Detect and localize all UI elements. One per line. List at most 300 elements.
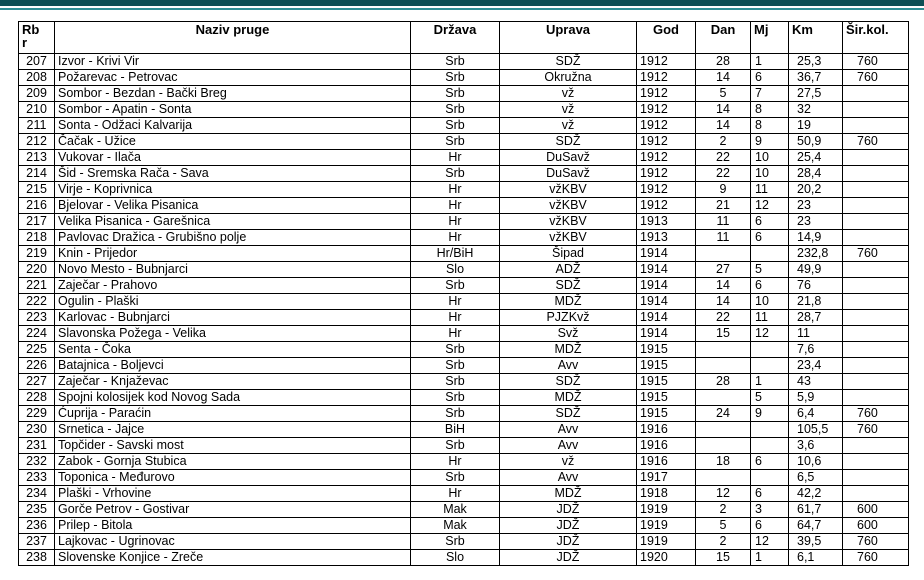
- god-cell: 1917: [637, 470, 696, 486]
- mj-cell: 6: [751, 486, 789, 502]
- uprava-cell: Okružna: [500, 70, 637, 86]
- sir-cell: 600: [843, 502, 909, 518]
- drzava-cell: Srb: [411, 166, 500, 182]
- drzava-cell: BiH: [411, 422, 500, 438]
- uprava-cell: SDŽ: [500, 54, 637, 70]
- god-cell: 1914: [637, 326, 696, 342]
- mj-cell: 6: [751, 278, 789, 294]
- sir-cell: [843, 374, 909, 390]
- mj-cell: [751, 422, 789, 438]
- god-cell: 1912: [637, 150, 696, 166]
- dan-cell: 2: [696, 502, 751, 518]
- table-row: [19, 214, 909, 230]
- dan-cell: 9: [696, 182, 751, 198]
- km-cell: 25,3: [789, 54, 843, 70]
- dan-cell: [696, 342, 751, 358]
- sir-cell: 760: [843, 54, 909, 70]
- km-cell: 43: [789, 374, 843, 390]
- god-cell: 1916: [637, 438, 696, 454]
- km-cell: 61,7: [789, 502, 843, 518]
- rb-cell: 214: [19, 166, 55, 182]
- naziv-cell: Izvor - Krivi Vir: [55, 54, 411, 70]
- mj-cell: 10: [751, 294, 789, 310]
- header-drzava: Država: [411, 22, 500, 54]
- drzava-cell: Srb: [411, 54, 500, 70]
- naziv-cell: Vukovar - Ilača: [55, 150, 411, 166]
- dan-cell: [696, 422, 751, 438]
- naziv-cell: Zabok - Gornja Stubica: [55, 454, 411, 470]
- uprava-cell: vž: [500, 118, 637, 134]
- uprava-cell: JDŽ: [500, 518, 637, 534]
- sir-cell: 600: [843, 518, 909, 534]
- km-cell: 23: [789, 198, 843, 214]
- uprava-cell: PJZKvž: [500, 310, 637, 326]
- km-cell: 105,5: [789, 422, 843, 438]
- dan-cell: 12: [696, 486, 751, 502]
- header-row: [19, 22, 909, 54]
- god-cell: 1916: [637, 454, 696, 470]
- dan-cell: 15: [696, 550, 751, 566]
- sir-cell: 760: [843, 134, 909, 150]
- drzava-cell: Hr: [411, 198, 500, 214]
- god-cell: 1914: [637, 262, 696, 278]
- mj-cell: 5: [751, 390, 789, 406]
- mj-cell: [751, 342, 789, 358]
- sir-cell: 760: [843, 246, 909, 262]
- god-cell: 1912: [637, 166, 696, 182]
- mj-cell: 6: [751, 230, 789, 246]
- drzava-cell: Srb: [411, 390, 500, 406]
- sir-cell: [843, 150, 909, 166]
- table-row: [19, 422, 909, 438]
- table-row: [19, 278, 909, 294]
- table-row: [19, 454, 909, 470]
- dan-cell: [696, 470, 751, 486]
- god-cell: 1919: [637, 534, 696, 550]
- drzava-cell: Hr: [411, 182, 500, 198]
- mj-cell: 6: [751, 214, 789, 230]
- uprava-cell: vž: [500, 102, 637, 118]
- rb-cell: 213: [19, 150, 55, 166]
- sir-cell: [843, 326, 909, 342]
- dan-cell: 22: [696, 166, 751, 182]
- header-km: Km: [789, 22, 843, 54]
- header-naziv: Naziv pruge: [55, 22, 411, 54]
- drzava-cell: Srb: [411, 358, 500, 374]
- table-row: [19, 86, 909, 102]
- table-row: [19, 358, 909, 374]
- rb-cell: 227: [19, 374, 55, 390]
- naziv-cell: Slavonska Požega - Velika: [55, 326, 411, 342]
- dan-cell: 2: [696, 134, 751, 150]
- sir-cell: [843, 310, 909, 326]
- sir-cell: [843, 470, 909, 486]
- uprava-cell: vžKBV: [500, 198, 637, 214]
- rb-cell: 232: [19, 454, 55, 470]
- rb-cell: 237: [19, 534, 55, 550]
- sir-cell: [843, 102, 909, 118]
- sir-cell: 760: [843, 422, 909, 438]
- sir-cell: 760: [843, 534, 909, 550]
- drzava-cell: Mak: [411, 518, 500, 534]
- table-row: [19, 534, 909, 550]
- naziv-cell: Pavlovac Dražica - Grubišno polje: [55, 230, 411, 246]
- uprava-cell: Šipad: [500, 246, 637, 262]
- rb-cell: 211: [19, 118, 55, 134]
- uprava-cell: MDŽ: [500, 294, 637, 310]
- km-cell: 32: [789, 102, 843, 118]
- drzava-cell: Hr: [411, 214, 500, 230]
- drzava-cell: Srb: [411, 342, 500, 358]
- god-cell: 1915: [637, 342, 696, 358]
- rb-cell: 234: [19, 486, 55, 502]
- drzava-cell: Hr/BiH: [411, 246, 500, 262]
- table-row: [19, 150, 909, 166]
- km-cell: 7,6: [789, 342, 843, 358]
- mj-cell: 10: [751, 166, 789, 182]
- rb-cell: 221: [19, 278, 55, 294]
- naziv-cell: Požarevac - Petrovac: [55, 70, 411, 86]
- mj-cell: 9: [751, 134, 789, 150]
- sir-cell: [843, 166, 909, 182]
- drzava-cell: Srb: [411, 278, 500, 294]
- dan-cell: 14: [696, 278, 751, 294]
- sir-cell: 760: [843, 406, 909, 422]
- uprava-cell: SDŽ: [500, 406, 637, 422]
- dan-cell: 24: [696, 406, 751, 422]
- mj-cell: 12: [751, 326, 789, 342]
- drzava-cell: Hr: [411, 294, 500, 310]
- table-row: [19, 70, 909, 86]
- rb-cell: 233: [19, 470, 55, 486]
- table-row: [19, 310, 909, 326]
- rb-cell: 231: [19, 438, 55, 454]
- uprava-cell: vžKBV: [500, 182, 637, 198]
- god-cell: 1912: [637, 102, 696, 118]
- table-row: [19, 294, 909, 310]
- god-cell: 1914: [637, 246, 696, 262]
- header-uprava: Uprava: [500, 22, 637, 54]
- drzava-cell: Hr: [411, 326, 500, 342]
- table-row: [19, 198, 909, 214]
- uprava-cell: JDŽ: [500, 502, 637, 518]
- km-cell: 6,1: [789, 550, 843, 566]
- naziv-cell: Senta - Čoka: [55, 342, 411, 358]
- god-cell: 1914: [637, 294, 696, 310]
- rb-cell: 226: [19, 358, 55, 374]
- mj-cell: 1: [751, 54, 789, 70]
- naziv-cell: Gorče Petrov - Gostivar: [55, 502, 411, 518]
- km-cell: 76: [789, 278, 843, 294]
- railway-table: [18, 21, 909, 566]
- km-cell: 27,5: [789, 86, 843, 102]
- km-cell: 39,5: [789, 534, 843, 550]
- table-row: [19, 230, 909, 246]
- god-cell: 1912: [637, 182, 696, 198]
- naziv-cell: Srnetica - Jajce: [55, 422, 411, 438]
- mj-cell: 7: [751, 86, 789, 102]
- rb-cell: 212: [19, 134, 55, 150]
- drzava-cell: Srb: [411, 134, 500, 150]
- sir-cell: [843, 278, 909, 294]
- naziv-cell: Prilep - Bitola: [55, 518, 411, 534]
- dan-cell: 28: [696, 54, 751, 70]
- km-cell: 23: [789, 214, 843, 230]
- km-cell: 20,2: [789, 182, 843, 198]
- drzava-cell: Srb: [411, 438, 500, 454]
- table-row: [19, 342, 909, 358]
- sir-cell: [843, 390, 909, 406]
- km-cell: 19: [789, 118, 843, 134]
- header-sir: Šir.kol.: [843, 22, 909, 54]
- sir-cell: [843, 214, 909, 230]
- god-cell: 1912: [637, 86, 696, 102]
- table-row: [19, 262, 909, 278]
- rb-cell: 215: [19, 182, 55, 198]
- god-cell: 1913: [637, 230, 696, 246]
- naziv-cell: Slovenske Konjice - Zreče: [55, 550, 411, 566]
- table-row: [19, 326, 909, 342]
- mj-cell: 1: [751, 550, 789, 566]
- km-cell: 11: [789, 326, 843, 342]
- km-cell: 50,9: [789, 134, 843, 150]
- sir-cell: [843, 358, 909, 374]
- km-cell: 14,9: [789, 230, 843, 246]
- naziv-cell: Ogulin - Plaški: [55, 294, 411, 310]
- rb-cell: 208: [19, 70, 55, 86]
- sir-cell: [843, 86, 909, 102]
- dan-cell: 22: [696, 150, 751, 166]
- dan-cell: 14: [696, 70, 751, 86]
- uprava-cell: DuSavž: [500, 150, 637, 166]
- header-rb: Rb r: [19, 22, 55, 54]
- table-row: [19, 438, 909, 454]
- naziv-cell: Virje - Koprivnica: [55, 182, 411, 198]
- dan-cell: 14: [696, 118, 751, 134]
- sir-cell: [843, 454, 909, 470]
- table-row: [19, 54, 909, 70]
- rb-cell: 209: [19, 86, 55, 102]
- naziv-cell: Novo Mesto - Bubnjarci: [55, 262, 411, 278]
- sir-cell: [843, 118, 909, 134]
- km-cell: 64,7: [789, 518, 843, 534]
- drzava-cell: Slo: [411, 550, 500, 566]
- km-cell: 28,4: [789, 166, 843, 182]
- uprava-cell: Avv: [500, 438, 637, 454]
- mj-cell: [751, 438, 789, 454]
- header-band: [0, 0, 924, 6]
- uprava-cell: MDŽ: [500, 342, 637, 358]
- km-cell: 23,4: [789, 358, 843, 374]
- uprava-cell: Avv: [500, 470, 637, 486]
- god-cell: 1912: [637, 134, 696, 150]
- mj-cell: 12: [751, 534, 789, 550]
- table-row: [19, 374, 909, 390]
- mj-cell: 6: [751, 454, 789, 470]
- rb-cell: 216: [19, 198, 55, 214]
- god-cell: 1912: [637, 198, 696, 214]
- rb-cell: 238: [19, 550, 55, 566]
- drzava-cell: Hr: [411, 310, 500, 326]
- naziv-cell: Lajkovac - Ugrinovac: [55, 534, 411, 550]
- table-body: [19, 54, 909, 566]
- naziv-cell: Spojni kolosijek kod Novog Sada: [55, 390, 411, 406]
- dan-cell: 11: [696, 230, 751, 246]
- god-cell: 1919: [637, 518, 696, 534]
- naziv-cell: Zaječar - Prahovo: [55, 278, 411, 294]
- uprava-cell: Avv: [500, 358, 637, 374]
- god-cell: 1913: [637, 214, 696, 230]
- uprava-cell: vž: [500, 454, 637, 470]
- drzava-cell: Srb: [411, 70, 500, 86]
- km-cell: 36,7: [789, 70, 843, 86]
- table-row: [19, 390, 909, 406]
- dan-cell: [696, 390, 751, 406]
- naziv-cell: Plaški - Vrhovine: [55, 486, 411, 502]
- drzava-cell: Hr: [411, 486, 500, 502]
- drzava-cell: Hr: [411, 454, 500, 470]
- naziv-cell: Čačak - Užice: [55, 134, 411, 150]
- rb-cell: 225: [19, 342, 55, 358]
- table-row: [19, 246, 909, 262]
- table-row: [19, 550, 909, 566]
- naziv-cell: Sombor - Bezdan - Bački Breg: [55, 86, 411, 102]
- rb-cell: 230: [19, 422, 55, 438]
- rb-cell: 210: [19, 102, 55, 118]
- rb-cell: 219: [19, 246, 55, 262]
- sir-cell: [843, 198, 909, 214]
- drzava-cell: Slo: [411, 262, 500, 278]
- dan-cell: 28: [696, 374, 751, 390]
- km-cell: 42,2: [789, 486, 843, 502]
- table-row: [19, 134, 909, 150]
- rb-cell: 207: [19, 54, 55, 70]
- naziv-cell: Batajnica - Boljevci: [55, 358, 411, 374]
- sir-cell: [843, 262, 909, 278]
- mj-cell: 6: [751, 70, 789, 86]
- mj-cell: 1: [751, 374, 789, 390]
- km-cell: 49,9: [789, 262, 843, 278]
- km-cell: 5,9: [789, 390, 843, 406]
- mj-cell: 5: [751, 262, 789, 278]
- dan-cell: 27: [696, 262, 751, 278]
- mj-cell: [751, 470, 789, 486]
- god-cell: 1918: [637, 486, 696, 502]
- drzava-cell: Srb: [411, 118, 500, 134]
- rb-cell: 224: [19, 326, 55, 342]
- km-cell: 28,7: [789, 310, 843, 326]
- naziv-cell: Zaječar - Knjaževac: [55, 374, 411, 390]
- sir-cell: 760: [843, 70, 909, 86]
- drzava-cell: Srb: [411, 406, 500, 422]
- god-cell: 1919: [637, 502, 696, 518]
- drzava-cell: Hr: [411, 230, 500, 246]
- god-cell: 1912: [637, 54, 696, 70]
- drzava-cell: Srb: [411, 470, 500, 486]
- uprava-cell: vžKBV: [500, 214, 637, 230]
- sir-cell: [843, 486, 909, 502]
- rb-cell: 220: [19, 262, 55, 278]
- table-row: [19, 118, 909, 134]
- drzava-cell: Hr: [411, 150, 500, 166]
- km-cell: 25,4: [789, 150, 843, 166]
- mj-cell: 3: [751, 502, 789, 518]
- god-cell: 1915: [637, 390, 696, 406]
- god-cell: 1915: [637, 358, 696, 374]
- uprava-cell: vž: [500, 86, 637, 102]
- rb-cell: 222: [19, 294, 55, 310]
- table-row: [19, 406, 909, 422]
- uprava-cell: Svž: [500, 326, 637, 342]
- dan-cell: [696, 246, 751, 262]
- header-god: God: [637, 22, 696, 54]
- naziv-cell: Toponica - Međurovo: [55, 470, 411, 486]
- naziv-cell: Ćuprija - Paraćin: [55, 406, 411, 422]
- km-cell: 6,5: [789, 470, 843, 486]
- naziv-cell: Knin - Prijedor: [55, 246, 411, 262]
- naziv-cell: Šid - Sremska Rača - Sava: [55, 166, 411, 182]
- rb-cell: 235: [19, 502, 55, 518]
- sir-cell: [843, 342, 909, 358]
- table-row: [19, 518, 909, 534]
- table-row: [19, 470, 909, 486]
- uprava-cell: SDŽ: [500, 278, 637, 294]
- mj-cell: 11: [751, 310, 789, 326]
- god-cell: 1915: [637, 374, 696, 390]
- sir-cell: [843, 182, 909, 198]
- header-mj: Mj: [751, 22, 789, 54]
- dan-cell: [696, 438, 751, 454]
- drzava-cell: Srb: [411, 86, 500, 102]
- dan-cell: 15: [696, 326, 751, 342]
- god-cell: 1916: [637, 422, 696, 438]
- mj-cell: 9: [751, 406, 789, 422]
- god-cell: 1915: [637, 406, 696, 422]
- table-row: [19, 502, 909, 518]
- uprava-cell: vžKBV: [500, 230, 637, 246]
- dan-cell: 14: [696, 294, 751, 310]
- km-cell: 3,6: [789, 438, 843, 454]
- mj-cell: 10: [751, 150, 789, 166]
- rb-cell: 228: [19, 390, 55, 406]
- km-cell: 6,4: [789, 406, 843, 422]
- mj-cell: 6: [751, 518, 789, 534]
- mj-cell: [751, 246, 789, 262]
- naziv-cell: Sombor - Apatin - Sonta: [55, 102, 411, 118]
- dan-cell: [696, 358, 751, 374]
- rb-cell: 218: [19, 230, 55, 246]
- god-cell: 1920: [637, 550, 696, 566]
- god-cell: 1912: [637, 118, 696, 134]
- drzava-cell: Srb: [411, 374, 500, 390]
- mj-cell: 8: [751, 118, 789, 134]
- uprava-cell: MDŽ: [500, 486, 637, 502]
- km-cell: 21,8: [789, 294, 843, 310]
- dan-cell: 2: [696, 534, 751, 550]
- naziv-cell: Karlovac - Bubnjarci: [55, 310, 411, 326]
- dan-cell: 14: [696, 102, 751, 118]
- dan-cell: 5: [696, 86, 751, 102]
- god-cell: 1914: [637, 310, 696, 326]
- drzava-cell: Srb: [411, 102, 500, 118]
- uprava-cell: Avv: [500, 422, 637, 438]
- rb-cell: 236: [19, 518, 55, 534]
- km-cell: 232,8: [789, 246, 843, 262]
- sir-cell: 760: [843, 550, 909, 566]
- god-cell: 1912: [637, 70, 696, 86]
- naziv-cell: Bjelovar - Velika Pisanica: [55, 198, 411, 214]
- mj-cell: 11: [751, 182, 789, 198]
